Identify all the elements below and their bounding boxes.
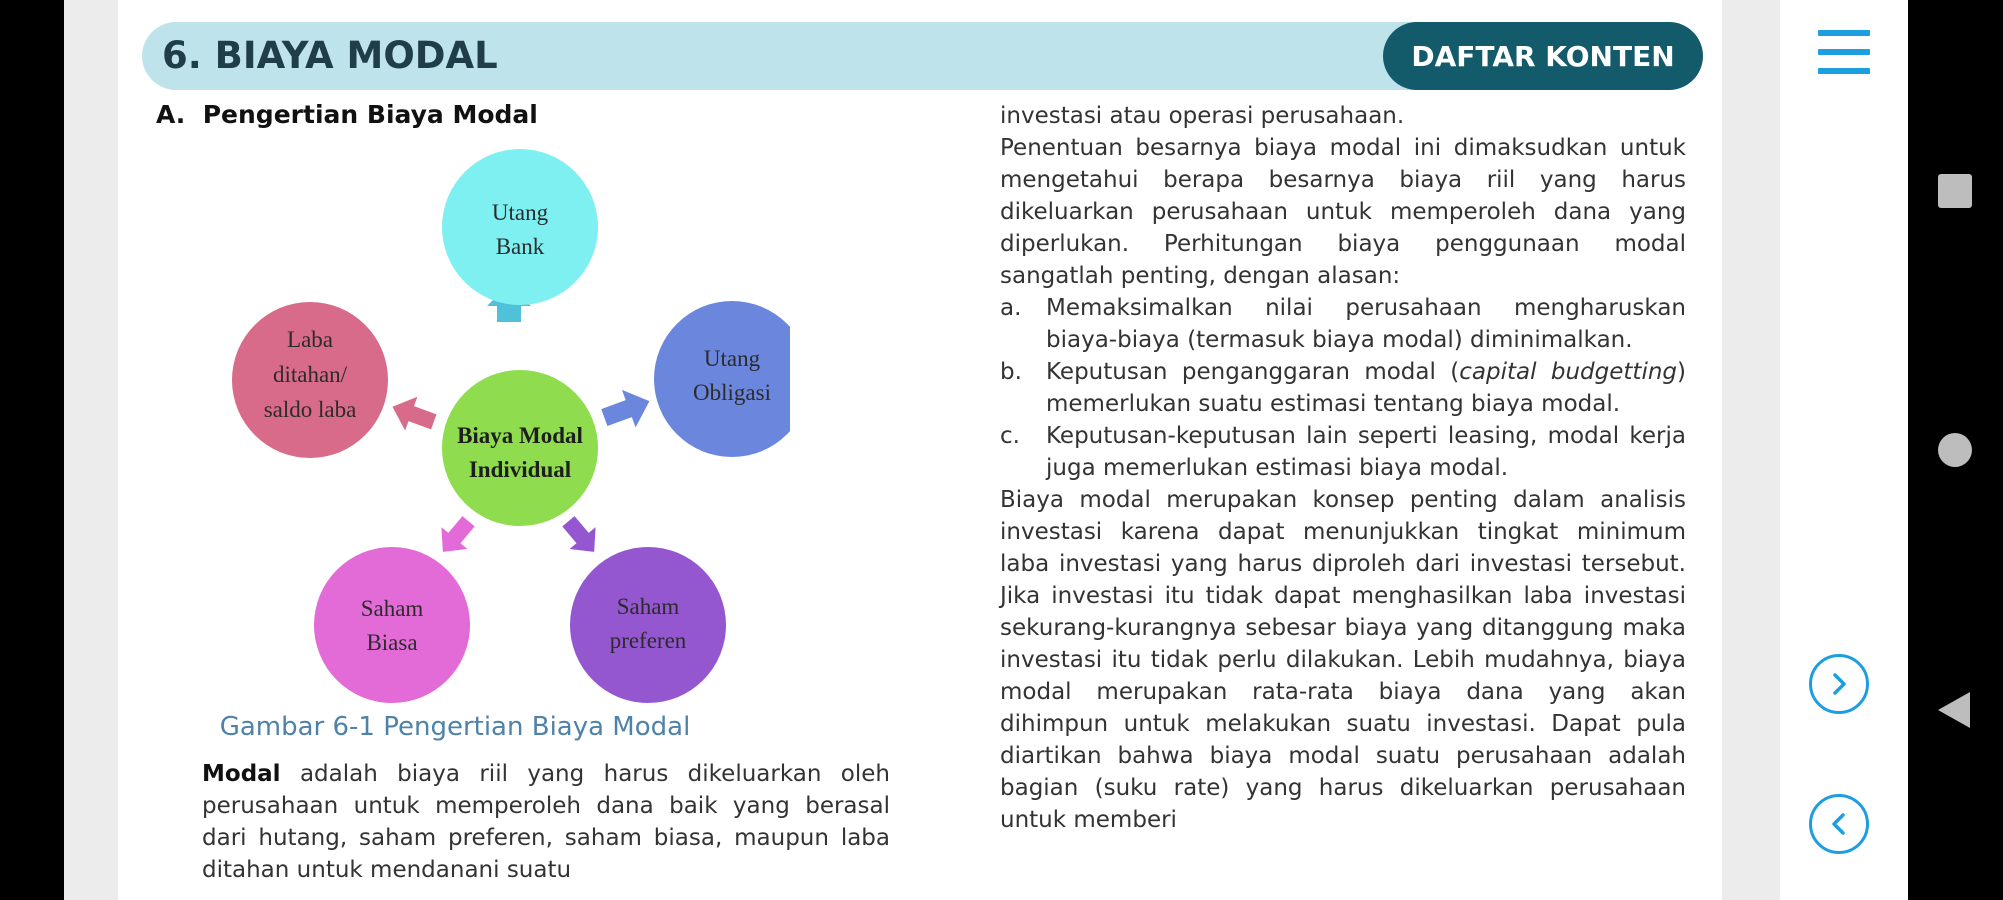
chevron-left-icon <box>1824 809 1854 839</box>
center-node-line2: Individual <box>468 457 572 482</box>
node-utang-bank <box>442 149 598 305</box>
node-saham-biasa-line2: Biasa <box>366 630 418 655</box>
left-body-paragraph <box>202 758 890 886</box>
list-item-c-text: Keputusan-keputusan lain seperti leasing, modal kerja juga memerlukan estimasi biaya modal. <box>1046 423 1686 481</box>
node-laba-ditahan-line2: ditahan/ <box>272 362 348 387</box>
arrow-upper-left <box>386 390 440 439</box>
cost-of-capital-diagram <box>200 130 790 710</box>
list-item-c <box>1000 420 1686 484</box>
arrow-upper-right <box>597 382 656 436</box>
table-of-contents-button[interactable]: DAFTAR KONTEN <box>1383 22 1703 90</box>
section-heading <box>156 100 538 129</box>
node-saham-preferen-line1: Saham <box>616 594 680 619</box>
section-marker: A. <box>156 100 186 129</box>
node-utang-bank-line1: Utang <box>491 200 549 225</box>
bold-term-modal: Modal <box>202 761 281 787</box>
list-item-a <box>1000 292 1686 356</box>
section-heading-text: Pengertian Biaya Modal <box>202 100 538 129</box>
next-page-button[interactable] <box>1809 654 1869 714</box>
list-marker-a: a. <box>1000 295 1022 321</box>
node-utang-bank-line2: Bank <box>495 234 545 259</box>
node-laba-ditahan-line1: Laba <box>287 327 333 352</box>
back-triangle-icon[interactable] <box>1936 690 1972 730</box>
hamburger-menu-icon[interactable] <box>1818 30 1870 74</box>
node-saham-preferen <box>570 547 726 703</box>
recents-square-icon[interactable] <box>1938 174 1972 208</box>
chevron-right-icon <box>1824 669 1854 699</box>
node-saham-preferen-line2: preferen <box>609 628 687 653</box>
figure-caption: Gambar 6-1 Pengertian Biaya Modal <box>219 712 691 742</box>
list-item-b-italic-term: capital budgetting <box>1459 359 1678 385</box>
list-marker-c: c. <box>1000 423 1020 449</box>
right-text-column <box>1000 100 1686 836</box>
right-paragraph-konsep: Biaya modal merupakan konsep penting dalam analisis investasi karena dapat menunjukkan tingkat minimum laba investasi yang harus diproleh dari investasi tersebut. Jika investasi itu tidak dapat menghasilkan laba investasi sekurang-kurangnya sebesar biaya yang ditanggung maka investasi itu tidak perlu dilakukan. Lebih mudahnya, biaya modal merupakan rata-rata biaya dana yang akan dihimpun untuk melakukan suatu investasi. Dapat pula diartikan bahwa biaya modal suatu perusahaan adalah bagian (suku rate) yang harus dikeluarkan perusahaan untuk memberi <box>1000 487 1686 833</box>
node-saham-biasa <box>314 547 470 703</box>
arrow-lower-left <box>430 510 482 562</box>
list-item-a-text: Memaksimalkan nilai perusahaan mengharuskan biaya-biaya (termasuk biaya modal) diminimalkan. <box>1046 295 1686 353</box>
center-node-line1: Biaya Modal <box>457 423 583 448</box>
right-paragraph-penentuan: Penentuan besarnya biaya modal ini dimaksudkan untuk mengetahui berapa besarnya biaya riil yang harus dikeluarkan perusahaan untuk memperoleh dana yang diperlukan. Perhitungan biaya penggunaan modal sangatlah penting, dengan alasan: <box>1000 135 1686 289</box>
chapter-title: 6. BIAYA MODAL <box>162 34 498 77</box>
list-marker-b: b. <box>1000 359 1022 385</box>
node-laba-ditahan <box>232 302 388 458</box>
list-item-b <box>1000 356 1686 420</box>
previous-page-button[interactable] <box>1809 794 1869 854</box>
left-paragraph-text: adalah biaya riil yang harus dikeluarkan oleh perusahaan untuk memperoleh dana baik yang berasal dari hutang, saham preferen, saham biasa, maupun laba ditahan untuk mendanani suatu <box>202 761 890 883</box>
list-item-b-text-before: Keputusan penganggaran modal ( <box>1046 359 1460 385</box>
node-laba-ditahan-line3: saldo laba <box>263 397 357 422</box>
node-biaya-modal-individual <box>442 370 598 526</box>
arrow-lower-right <box>555 510 607 562</box>
list-item-b-text-after: ) memerlukan suatu estimasi tentang biaya modal. <box>1046 359 1686 417</box>
node-utang-obligasi <box>654 301 790 457</box>
node-saham-biasa-line1: Saham <box>360 596 424 621</box>
home-circle-icon[interactable] <box>1938 433 1972 467</box>
right-side-panel <box>1780 0 1908 900</box>
right-paragraph-continued: investasi atau operasi perusahaan. <box>1000 103 1405 129</box>
node-utang-obligasi-line2: Obligasi <box>693 380 771 405</box>
node-utang-obligasi-line1: Utang <box>703 346 761 371</box>
